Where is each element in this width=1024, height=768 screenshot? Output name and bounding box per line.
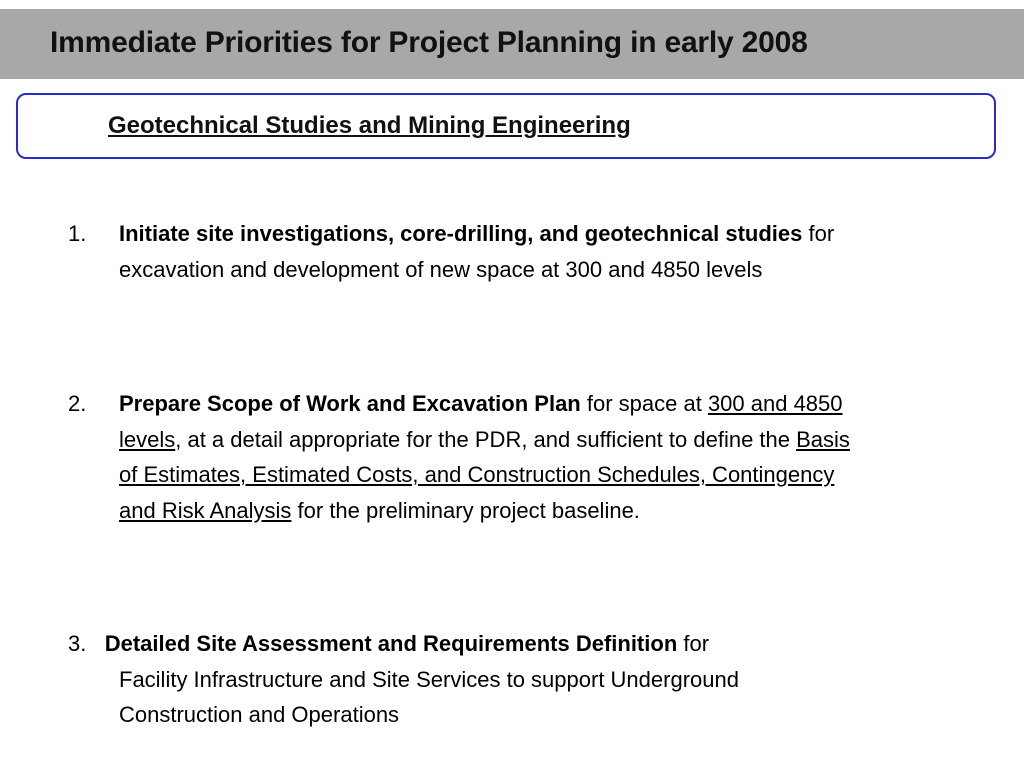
slide-title: Immediate Priorities for Project Planning in early 2008 bbox=[50, 26, 808, 59]
item-number: 2. bbox=[68, 391, 87, 416]
item-number: 3. bbox=[68, 631, 87, 656]
item-body bbox=[119, 216, 888, 287]
item-bold-text: Initiate site investigations, core-drilling, and geotechnical studies bbox=[119, 221, 803, 246]
slide-subtitle: Geotechnical Studies and Mining Engineering bbox=[108, 112, 631, 139]
item-text: for bbox=[677, 631, 710, 656]
item-lead bbox=[68, 626, 868, 662]
list-item-2 bbox=[68, 386, 868, 528]
item-bold-text: Detailed Site Assessment and Requirements Definition bbox=[104, 631, 678, 656]
list-item-1 bbox=[68, 216, 888, 287]
item-text: for the preliminary project baseline. bbox=[291, 497, 640, 523]
item-body bbox=[119, 386, 868, 528]
item-bold-text: Prepare Scope of Work and Excavation Plan bbox=[119, 391, 581, 416]
subtitle-box bbox=[16, 93, 996, 159]
item-text: for space at bbox=[580, 391, 708, 416]
item-text: to support Underground Construction and Operations bbox=[119, 666, 739, 727]
item-underlined-text: Basis of Estimates, Estimated Costs, and Construction Schedules, Contingency and Risk Analysis bbox=[119, 426, 850, 523]
item-text: for excavation and development of new space at 300 and 4850 levels bbox=[119, 221, 835, 282]
item-underlined-text: Facility Infrastructure and Site Services bbox=[119, 666, 501, 692]
item-body bbox=[119, 662, 868, 733]
item-text: , at a detail appropriate for the PDR, and sufficient to define the bbox=[175, 426, 797, 452]
item-number: 1. bbox=[68, 221, 87, 246]
title-bar bbox=[0, 9, 1024, 79]
list-item-3 bbox=[68, 626, 868, 733]
item-underlined-text: 300 and 4850 levels bbox=[119, 391, 843, 452]
